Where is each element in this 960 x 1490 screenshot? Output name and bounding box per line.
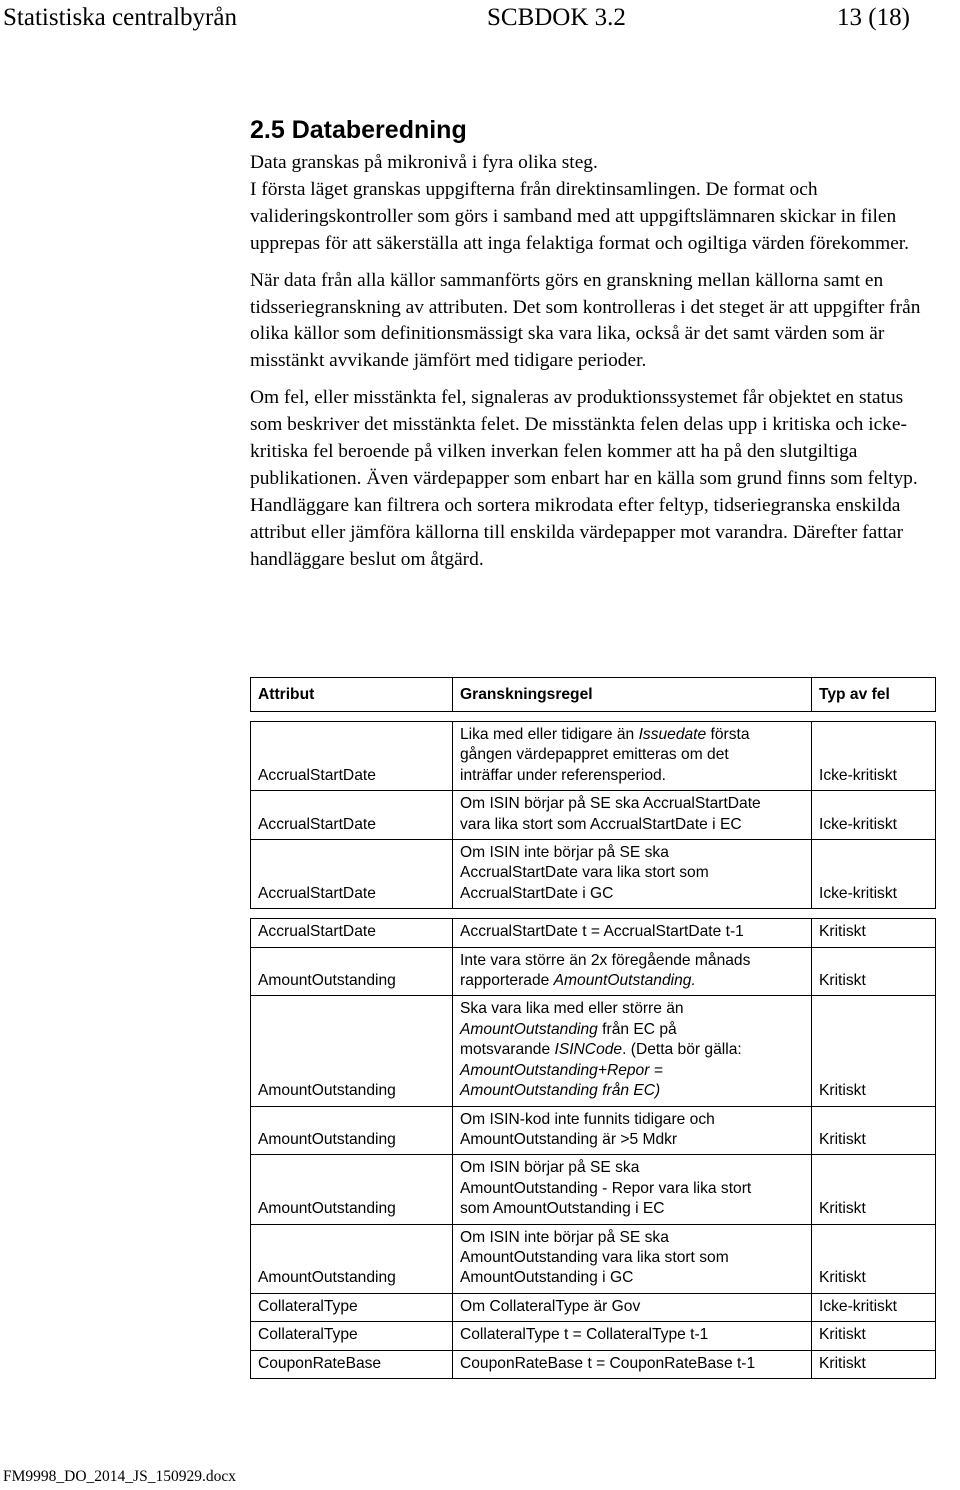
error-type-cell: Kritiskt [812, 1106, 936, 1155]
attribute-cell: AccrualStartDate [251, 722, 453, 791]
column-header-granskningsregel: Granskningsregel [453, 678, 812, 712]
rule-cell: CollateralType t = CollateralType t-1 [453, 1322, 812, 1350]
rule-cell: Om CollateralType är Gov [453, 1293, 812, 1321]
attribute-cell: CouponRateBase [251, 1350, 453, 1378]
table-row [251, 1350, 936, 1378]
rule-cell: AccrualStartDate t = AccrualStartDate t-1 [453, 919, 812, 947]
paragraph-3: Om fel, eller misstänkta fel, signaleras av produktionssystemet får objektet en status som beskriver det misstänkta felet. De misstänkta felen delas upp i kritiska och icke-kritiska fel beroende på vilken inverkan felen kommer att ha på den slutgiltiga publikationen. Även värdepapper som enbart har en källa som grund finns som feltyp. Handläggare kan filtrera och sortera mikrodata efter feltyp, tidseriegranska enskilda attribut eller jämföra källorna till enskilda värdepapper mot varandra. Därefter fattar handläggare beslut om åtgärd. [250, 387, 918, 570]
rule-cell: Lika med eller tidigare än Issuedate första gången värdepappret emitteras om det inträffar under referensperiod. [453, 722, 812, 791]
rule-cell: Ska vara lika med eller större än AmountOutstanding från EC på motsvarande ISINCode. (Detta bör gälla: AmountOutstanding+Repor = AmountOutstanding från EC) [453, 996, 812, 1106]
rule-cell: Om ISIN börjar på SE ska AmountOutstanding - Repor vara lika stort som AmountOutstanding i EC [453, 1155, 812, 1224]
error-type-cell: Icke-kritiskt [812, 1293, 936, 1321]
attribute-cell: AmountOutstanding [251, 1224, 453, 1293]
table-row [251, 1106, 936, 1155]
table-row [251, 791, 936, 840]
error-type-cell: Icke-kritiskt [812, 840, 936, 909]
error-type-cell: Icke-kritiskt [812, 722, 936, 791]
attribute-cell: AccrualStartDate [251, 840, 453, 909]
table-header-row [251, 678, 936, 712]
footer-filename: FM9998_DO_2014_JS_150929.docx [3, 1468, 236, 1485]
error-type-cell: Kritiskt [812, 1224, 936, 1293]
attribute-cell: AmountOutstanding [251, 996, 453, 1106]
column-header-typ-av-fel: Typ av fel [812, 678, 936, 712]
error-type-cell: Icke-kritiskt [812, 791, 936, 840]
error-type-cell: Kritiskt [812, 996, 936, 1106]
table-row [251, 919, 936, 947]
error-type-cell: Kritiskt [812, 947, 936, 996]
validation-rules-table [250, 677, 936, 1379]
table-spacer [251, 712, 936, 722]
table-spacer [251, 909, 936, 919]
rule-cell: Om ISIN inte börjar på SE ska AmountOutstanding vara lika stort som AmountOutstanding i GC [453, 1224, 812, 1293]
table-row [251, 996, 936, 1106]
attribute-cell: AmountOutstanding [251, 947, 453, 996]
paragraph-2: När data från alla källor sammanförts görs en granskning mellan källorna samt en tidsseriegranskning av attributen. Det som kontrolleras i det steget är att uppgifter från olika källor som definitionsmässigt ska vara lika, också är det samt värden som är misstänkt avvikande jämfört med tidigare perioder. [250, 269, 921, 372]
attribute-cell: AccrualStartDate [251, 919, 453, 947]
intro-paragraph: Data granskas på mikronivå i fyra olika steg. [250, 152, 598, 173]
attribute-cell: AccrualStartDate [251, 791, 453, 840]
rule-cell: Om ISIN inte börjar på SE ska AccrualStartDate vara lika stort som AccrualStartDate i GC [453, 840, 812, 909]
table-row [251, 840, 936, 909]
table-row [251, 722, 936, 791]
section-title: 2.5 Databeredning [250, 116, 467, 144]
error-type-cell: Kritiskt [812, 1322, 936, 1350]
table-row [251, 1224, 936, 1293]
error-type-cell: Kritiskt [812, 919, 936, 947]
rule-cell: Om ISIN-kod inte funnits tidigare och AmountOutstanding är >5 Mdkr [453, 1106, 812, 1155]
table-row [251, 1155, 936, 1224]
attribute-cell: CollateralType [251, 1293, 453, 1321]
section-body [250, 150, 940, 584]
header-document-id: SCBDOK 3.2 [487, 4, 626, 31]
attribute-cell: AmountOutstanding [251, 1106, 453, 1155]
paragraph-1: I första läget granskas uppgifterna från direktinsamlingen. De format och valideringskontroller som görs i samband med att uppgiftslämnaren skickar in filen upprepas för att säkerställa att inga felaktiga format och ogiltiga värden förekommer. [250, 178, 910, 254]
table-row [251, 947, 936, 996]
attribute-cell: AmountOutstanding [251, 1155, 453, 1224]
table-row [251, 1293, 936, 1321]
error-type-cell: Kritiskt [812, 1350, 936, 1378]
error-type-cell: Kritiskt [812, 1155, 936, 1224]
table-row [251, 1322, 936, 1350]
attribute-cell: CollateralType [251, 1322, 453, 1350]
header-organization: Statistiska centralbyrån [3, 4, 237, 31]
rule-cell: Om ISIN börjar på SE ska AccrualStartDate vara lika stort som AccrualStartDate i EC [453, 791, 812, 840]
header-page-number: 13 (18) [837, 4, 910, 31]
rule-cell: CouponRateBase t = CouponRateBase t-1 [453, 1350, 812, 1378]
rule-cell: Inte vara större än 2x föregående månads rapporterade AmountOutstanding. [453, 947, 812, 996]
column-header-attribut: Attribut [251, 678, 453, 712]
